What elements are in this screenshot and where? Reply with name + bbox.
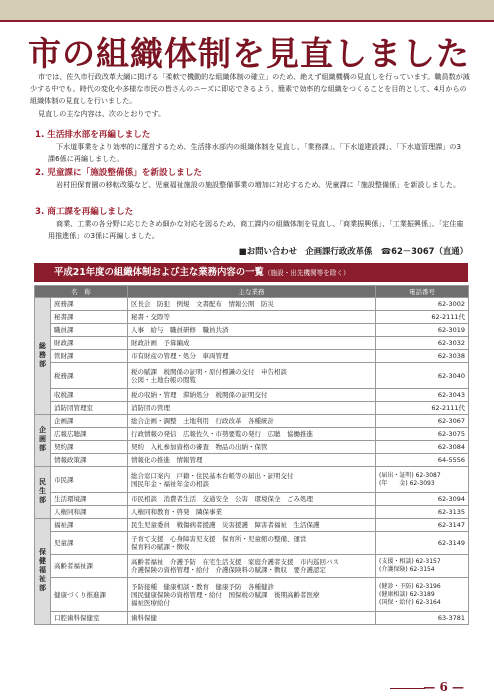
section-tel: 62-3135 bbox=[376, 506, 469, 519]
section-name: 税務課 bbox=[51, 363, 128, 389]
section-name: 契約課 bbox=[51, 441, 128, 454]
section-work: 税の賦課 税関係の証明・原付標識の交付 申告相談 公図・土地台帳の閲覧 bbox=[128, 363, 376, 389]
section-name: 児童課 bbox=[51, 532, 128, 555]
table-row bbox=[35, 415, 469, 428]
contact-info: ■お問い合わせ 企画課行政改革係 ☎62－3067（直通） bbox=[238, 246, 468, 256]
section-work: 財政計画 予算編成 bbox=[128, 337, 376, 350]
table-row bbox=[35, 532, 469, 555]
section-tel: 64-5556 bbox=[376, 454, 469, 467]
section-tel: 62-3084 bbox=[376, 441, 469, 454]
section-1-heading: 1. 生活排水部を再編しました bbox=[35, 130, 151, 140]
page-number-value: 6 bbox=[439, 680, 448, 694]
section-tel: 62-3002 bbox=[376, 298, 469, 311]
tel-line: (支援・相談) 62-3157 bbox=[379, 558, 441, 565]
section-name: 福祉課 bbox=[51, 519, 128, 532]
section-name: 秘書課 bbox=[51, 311, 128, 324]
section-work: 総合窓口案内 戸籍・住民基本台帳等の届出・証明交付 国民年金・福祉年金の相談 bbox=[128, 467, 376, 493]
table-title: 平成21年度の組織体制および主な業務内容の一覧 bbox=[54, 267, 264, 278]
section-tel bbox=[376, 578, 469, 612]
division-label-text: 総務部 bbox=[38, 341, 47, 369]
table-row bbox=[35, 454, 469, 467]
section-work: 行政情報の発信 広報佐久・市勢要覧の発行 広聴 協働推進 bbox=[128, 428, 376, 441]
section-tel: 62-3067 bbox=[376, 415, 469, 428]
table-row bbox=[35, 441, 469, 454]
table-row bbox=[35, 324, 469, 337]
tel-line: (国保・給付) 62-3164 bbox=[379, 598, 441, 606]
section-work: 秘書・交際等 bbox=[128, 311, 376, 324]
table-row bbox=[35, 612, 469, 625]
table-row bbox=[35, 311, 469, 324]
section-name: 情報政策課 bbox=[51, 454, 128, 467]
section-work: 予防接種 健康相談・教育 健康予防 各種健診 国民健康保険の資格管理・給付 国保税の賦課 後期高齢者医療 福祉医療給付 bbox=[128, 578, 376, 612]
section-work: 総合企画・調整 土地利用 行政改革 各種統計 bbox=[128, 415, 376, 428]
table-row bbox=[35, 506, 469, 519]
table-row bbox=[35, 467, 469, 493]
division-label-text: 民生部 bbox=[38, 478, 47, 505]
division-label-text: 保健福祉部 bbox=[38, 548, 47, 593]
section-work: 高齢者福祉 介護予防 在宅生活支援 家庭介護者支援 市内巡回バス 介護保険の資格管理・給付 介護保険料の賦課・徴収 要介護認定 bbox=[128, 555, 376, 578]
tel-line: (介護保険) 62-3154 bbox=[379, 566, 435, 573]
section-name: 高齢者福祉課 bbox=[51, 555, 128, 578]
section-name: 人権同和課 bbox=[51, 506, 128, 519]
section-name: 市民課 bbox=[51, 467, 128, 493]
section-tel: 62-3043 bbox=[376, 389, 469, 402]
section-name: 企画課 bbox=[51, 415, 128, 428]
division-label bbox=[35, 467, 51, 519]
section-work: 民生児童委員 戦傷病者援護 災害援護 障害者福祉 生活保護 bbox=[128, 519, 376, 532]
section-name: 口腔歯科保健室 bbox=[51, 612, 128, 625]
division-label bbox=[35, 298, 51, 415]
section-tel: 62-3149 bbox=[376, 532, 469, 555]
section-work: 人事 給与 職員研修 職員共済 bbox=[128, 324, 376, 337]
division-label bbox=[35, 415, 51, 467]
section-work: 人権同和教育・啓発 隣保事業 bbox=[128, 506, 376, 519]
section-tel: 62-3075 bbox=[376, 428, 469, 441]
section-name: 生活環境課 bbox=[51, 493, 128, 506]
section-work: 消防団の管理 bbox=[128, 402, 376, 415]
table-row bbox=[35, 402, 469, 415]
organization-table bbox=[34, 285, 469, 625]
section-work: 税の収納・管理 滞納処分 税関係の証明交付 bbox=[128, 389, 376, 402]
section-name: 消防団管理室 bbox=[51, 402, 128, 415]
section-name: 財政課 bbox=[51, 337, 128, 350]
table-row bbox=[35, 298, 469, 311]
tel-line: (年 金) 62-3093 bbox=[379, 479, 435, 487]
table-row bbox=[35, 337, 469, 350]
section-tel: 62-3032 bbox=[376, 337, 469, 350]
section-tel: 63-3781 bbox=[376, 612, 469, 625]
section-tel: 62-2111代 bbox=[376, 402, 469, 415]
section-name: 庶務課 bbox=[51, 298, 128, 311]
intro-summary: 見直しの主な内容は、次のとおりです。 bbox=[38, 109, 166, 118]
header-work: 主な業務 bbox=[128, 286, 376, 298]
section-work: 子育て支援 心身障害児支援 保育所・児童館の整備、運営 保育料の賦課・徴収 bbox=[128, 532, 376, 555]
section-name: 収税課 bbox=[51, 389, 128, 402]
section-name: 健康づくり推進課 bbox=[51, 578, 128, 612]
page-number: — 6 — bbox=[423, 680, 464, 694]
section-2-heading: 2. 児童課に「施設整備係」を新設しました bbox=[35, 168, 202, 178]
section-3-heading: 3. 商工課を再編しました bbox=[35, 207, 134, 217]
intro-paragraph: 市では、佐久市行政改革大綱に掲げる「柔軟で機動的な組織体制の確立」のため、絶えず組織機構の見直しを行っています。職員数が減少する中でも、時代の変化や多様な市民の皆さんのニーズに即応できるよう、簡素で効率的な組織をつくることを目的として、4月からの組織体制の見直しを行いました。 bbox=[30, 72, 470, 106]
division-label bbox=[35, 519, 51, 625]
section-tel: 62-3094 bbox=[376, 493, 469, 506]
section-tel: 62-3038 bbox=[376, 350, 469, 363]
section-tel bbox=[376, 467, 469, 493]
section-tel: 62-3040 bbox=[376, 363, 469, 389]
table-row bbox=[35, 350, 469, 363]
section-tel: 62-2111代 bbox=[376, 311, 469, 324]
section-work: 市民相談 消費者生活 交通安全 公害 環境保全 ごみ処理 bbox=[128, 493, 376, 506]
section-work: 契約 入札参加資格の審査 物品の出納・保管 bbox=[128, 441, 376, 454]
section-3-body: 商業、工業の各分野に応じたきめ細かな対応を図るため、商工課内の組織体制を見直し、「商業振興係」、「工業振興係」、「定住雇用推進係」の3係に再編しました。 bbox=[48, 219, 464, 241]
table-row bbox=[35, 555, 469, 578]
section-name: 管財課 bbox=[51, 350, 128, 363]
section-tel: 62-3019 bbox=[376, 324, 469, 337]
section-work: 情報化の推進 情報管理 bbox=[128, 454, 376, 467]
table-row bbox=[35, 493, 469, 506]
page-number-rule bbox=[390, 688, 425, 689]
table-row bbox=[35, 428, 469, 441]
table-title-band bbox=[34, 263, 468, 282]
section-name: 職員課 bbox=[51, 324, 128, 337]
table-row bbox=[35, 363, 469, 389]
header-tel: 電話番号 bbox=[376, 286, 469, 298]
top-decor-line bbox=[0, 20, 494, 22]
section-1-body: 下水道事業をより効率的に運営するため、生活排水部内の組織体制を見直し、「業務課」、「下水道建設課」、「下水道管理課」の3課6係に再編しました。 bbox=[48, 142, 462, 164]
table-row bbox=[35, 389, 469, 402]
page-title: 市の組織体制を見直しました bbox=[28, 34, 470, 73]
table-note: （施設・出先機関等を除く） bbox=[263, 269, 350, 277]
section-name: 広報広聴課 bbox=[51, 428, 128, 441]
section-work: 区長会 防犯 例規 文書配布 情報公開 防災 bbox=[128, 298, 376, 311]
section-tel bbox=[376, 555, 469, 578]
section-2-body: 岩村田保育園の移転改築など、児童福祉施設の施設整備事業の増加に対応するため、児童課に「施設整備係」を新設しました。 bbox=[56, 180, 461, 189]
section-work: 市有財産の管理・処分 車両管理 bbox=[128, 350, 376, 363]
tel-line: (健診・予防) 62-3196 bbox=[379, 582, 441, 590]
section-work: 歯科保健 bbox=[128, 612, 376, 625]
division-label-text: 企画部 bbox=[38, 426, 47, 453]
table-row bbox=[35, 578, 469, 612]
tel-line: (健康相談) 62-3189 bbox=[379, 590, 435, 598]
top-decor-bar bbox=[0, 0, 494, 20]
header-name: 名 称 bbox=[35, 286, 128, 298]
tel-line: (届出・証明) 62-3087 bbox=[379, 471, 441, 479]
table-row bbox=[35, 519, 469, 532]
section-tel: 62-3147 bbox=[376, 519, 469, 532]
